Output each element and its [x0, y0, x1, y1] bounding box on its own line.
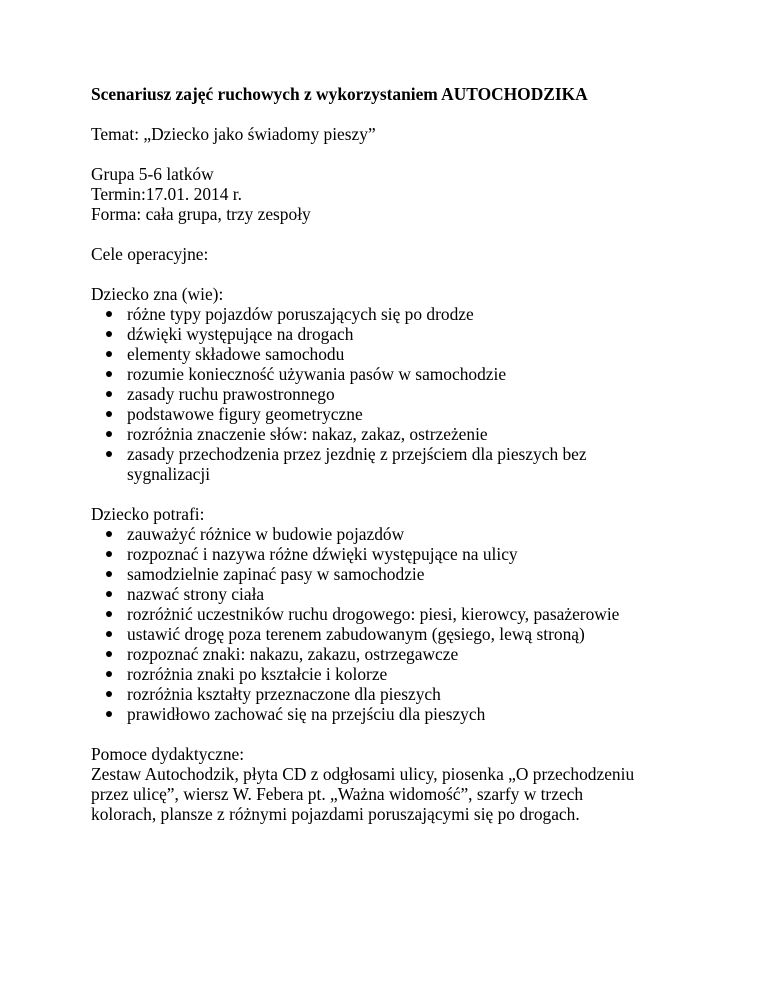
- bullet-icon: [106, 571, 112, 577]
- list-item: [91, 344, 691, 364]
- objectives-heading: Cele operacyjne:: [91, 244, 209, 264]
- group-line: Grupa 5-6 latków: [91, 164, 214, 184]
- bullet-icon: [106, 591, 112, 597]
- list-item: [91, 424, 691, 444]
- bullet-icon: [106, 711, 112, 717]
- list-item-text: rozpoznać znaki: nakazu, zakazu, ostrzegawcze: [127, 644, 459, 664]
- knows-heading: Dziecko zna (wie):: [91, 284, 224, 304]
- can-heading: Dziecko potrafi:: [91, 504, 205, 524]
- list-item: [91, 624, 691, 644]
- list-item-text: nazwać strony ciała: [127, 584, 265, 604]
- list-item-text: rozróżnić uczestników ruchu drogowego: piesi, kierowcy, pasażerowie: [127, 604, 620, 624]
- list-item: [91, 364, 691, 384]
- list-item: [91, 324, 691, 344]
- list-item-text: ustawić drogę poza terenem zabudowanym (gęsiego, lewą stroną): [127, 624, 585, 644]
- document-title: Scenariusz zajęć ruchowych z wykorzystaniem AUTOCHODZIKA: [91, 84, 588, 104]
- list-item-continuation: [91, 464, 691, 484]
- spacer: [91, 104, 691, 124]
- list-item: [91, 564, 691, 584]
- list-item-text: elementy składowe samochodu: [127, 344, 345, 364]
- topic-line: Temat: „Dziecko jako świadomy pieszy”: [91, 124, 376, 144]
- bullet-icon: [106, 351, 112, 357]
- form-line: Forma: cała grupa, trzy zespoły: [91, 204, 311, 224]
- spacer: [91, 144, 691, 164]
- list-item: [91, 664, 691, 684]
- can-list: [91, 524, 691, 724]
- list-item: [91, 524, 691, 544]
- list-item: [91, 384, 691, 404]
- list-item-text: prawidłowo zachować się na przejściu dla pieszych: [127, 704, 486, 724]
- aids-line: Zestaw Autochodzik, płyta CD z odgłosami ulicy, piosenka „O przechodzeniu: [91, 764, 635, 784]
- list-item-text: dźwięki występujące na drogach: [127, 324, 354, 344]
- list-item-text: różne typy pojazdów poruszających się po drodze: [127, 304, 474, 324]
- list-item-text: rozumie konieczność używania pasów w samochodzie: [127, 364, 507, 384]
- knows-list: [91, 304, 691, 484]
- bullet-icon: [106, 671, 112, 677]
- bullet-icon: [106, 451, 112, 457]
- list-item-text: sygnalizacji: [127, 464, 211, 484]
- list-item-text: samodzielnie zapinać pasy w samochodzie: [127, 564, 425, 584]
- bullet-icon: [106, 311, 112, 317]
- bullet-icon: [106, 371, 112, 377]
- bullet-icon: [106, 531, 112, 537]
- list-item: [91, 404, 691, 424]
- spacer: [91, 724, 691, 744]
- aids-line: przez ulicę”, wiersz W. Febera pt. „Ważna widomość”, szarfy w trzech: [91, 784, 584, 804]
- bullet-icon: [106, 691, 112, 697]
- list-item: [91, 304, 691, 324]
- bullet-icon: [106, 551, 112, 557]
- bullet-icon: [106, 431, 112, 437]
- list-item: [91, 704, 691, 724]
- list-item: [91, 584, 691, 604]
- list-item-text: podstawowe figury geometryczne: [127, 404, 363, 424]
- aids-line: kolorach, plansze z różnymi pojazdami poruszającymi się po drogach.: [91, 804, 580, 824]
- list-item: [91, 544, 691, 564]
- bullet-icon: [106, 411, 112, 417]
- list-item-text: zasady przechodzenia przez jezdnię z przejściem dla pieszych bez: [127, 444, 587, 464]
- list-item-text: rozróżnia znaczenie słów: nakaz, zakaz, ostrzeżenie: [127, 424, 488, 444]
- list-item-text: rozróżnia kształty przeznaczone dla pieszych: [127, 684, 441, 704]
- bullet-icon: [106, 391, 112, 397]
- bullet-icon: [106, 631, 112, 637]
- list-item-text: rozróżnia znaki po kształcie i kolorze: [127, 664, 388, 684]
- list-item-text: zauważyć różnice w budowie pojazdów: [127, 524, 405, 544]
- bullet-icon: [106, 611, 112, 617]
- document-page: [91, 84, 691, 824]
- spacer: [91, 224, 691, 244]
- list-item: [91, 684, 691, 704]
- list-item-text: rozpoznać i nazywa różne dźwięki występujące na ulicy: [127, 544, 518, 564]
- spacer: [91, 264, 691, 284]
- list-item: [91, 444, 691, 464]
- aids-heading: Pomoce dydaktyczne:: [91, 744, 245, 764]
- list-item-text: zasady ruchu prawostronnego: [127, 384, 335, 404]
- bullet-icon: [106, 651, 112, 657]
- bullet-icon: [106, 331, 112, 337]
- list-item: [91, 604, 691, 624]
- list-item: [91, 644, 691, 664]
- date-line: Termin:17.01. 2014 r.: [91, 184, 242, 204]
- spacer: [91, 484, 691, 504]
